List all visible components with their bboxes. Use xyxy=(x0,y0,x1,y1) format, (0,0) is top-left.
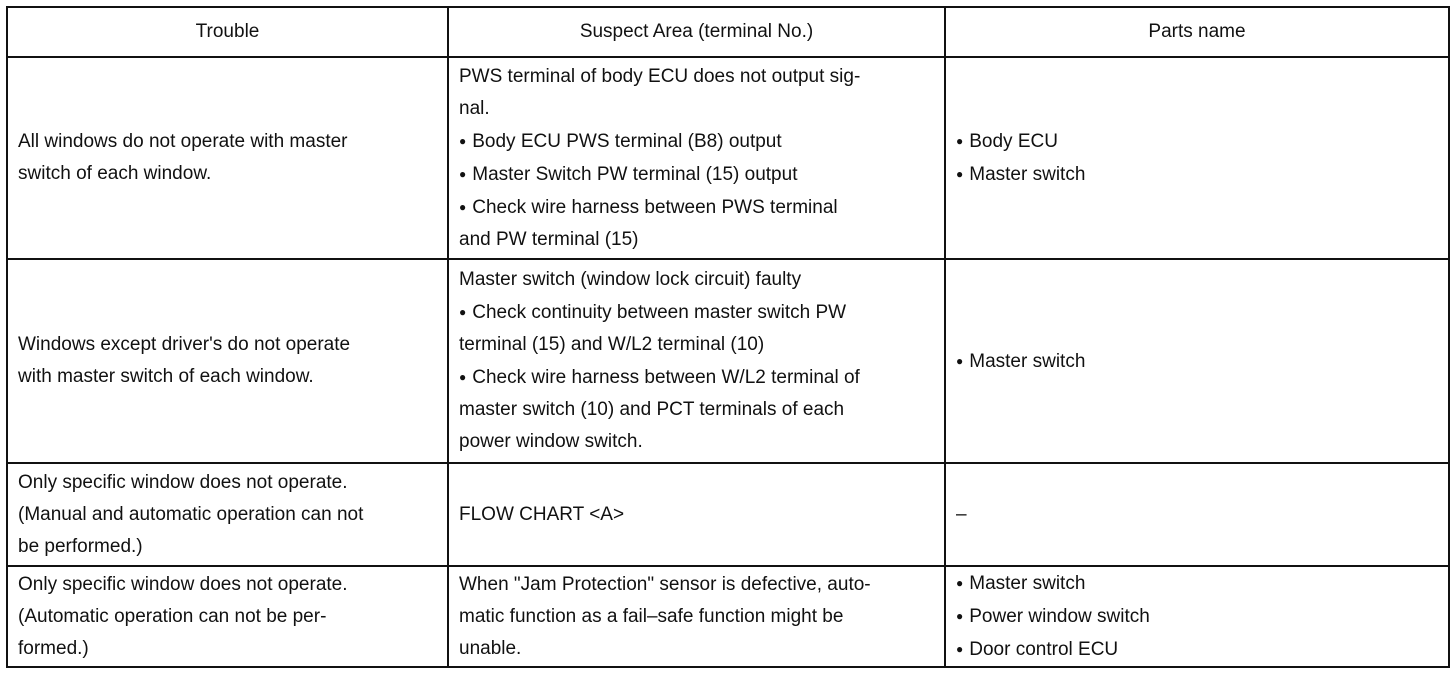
trouble-text: (Automatic operation can not be per- xyxy=(18,605,327,627)
suspect-item-continued: power window switch. xyxy=(459,431,643,452)
table-row xyxy=(7,463,1449,566)
table-row xyxy=(7,566,1449,667)
parts-cell xyxy=(945,259,1449,463)
trouble-text: Only specific window does not operate. xyxy=(18,573,348,595)
part-item: ● Power window switch xyxy=(956,600,1438,633)
suspect-text: matic function as a fail–safe function might be xyxy=(459,605,844,627)
suspect-item: ● Check wire harness between W/L2 terminal of xyxy=(459,361,934,394)
part-item: ● Master switch xyxy=(956,345,1438,378)
suspect-item: ● Master Switch PW terminal (15) output xyxy=(459,158,934,191)
suspect-area-cell xyxy=(448,566,945,667)
parts-cell xyxy=(945,463,1449,566)
part-item: ● Master switch xyxy=(956,158,1438,191)
suspect-area-cell xyxy=(448,259,945,463)
suspect-text: PWS terminal of body ECU does not output sig- xyxy=(459,65,861,87)
suspect-area-cell xyxy=(448,57,945,259)
suspect-text: Master switch (window lock circuit) faulty xyxy=(459,269,802,290)
suspect-item-continued: and PW terminal (15) xyxy=(459,228,639,250)
trouble-cell xyxy=(7,57,448,259)
header-parts-name: Parts name xyxy=(945,7,1449,57)
parts-cell xyxy=(945,566,1449,667)
part-none-dash: – xyxy=(956,503,967,525)
trouble-text: be performed.) xyxy=(18,535,143,557)
part-item: ● Door control ECU xyxy=(956,633,1438,666)
suspect-item: ● Check continuity between master switch PW xyxy=(459,296,934,329)
header-row xyxy=(7,7,1449,57)
trouble-cell xyxy=(7,259,448,463)
part-item: ● Body ECU xyxy=(956,125,1438,158)
trouble-text: with master switch of each window. xyxy=(18,366,314,387)
header-trouble: Trouble xyxy=(7,7,448,57)
suspect-text: unable. xyxy=(459,637,522,659)
flow-chart-reference: FLOW CHART <A> xyxy=(459,503,625,525)
trouble-text: Windows except driver's do not operate xyxy=(18,334,351,355)
trouble-text: (Manual and automatic operation can not xyxy=(18,503,364,525)
suspect-item-continued: master switch (10) and PCT terminals of each xyxy=(459,399,845,420)
parts-cell xyxy=(945,57,1449,259)
suspect-item: ● Check wire harness between PWS terminal xyxy=(459,191,934,224)
suspect-item: ● Body ECU PWS terminal (B8) output xyxy=(459,125,934,158)
part-item: ● Master switch xyxy=(956,567,1438,600)
trouble-text: formed.) xyxy=(18,637,89,659)
trouble-text: switch of each window. xyxy=(18,163,212,184)
trouble-cell xyxy=(7,566,448,667)
trouble-text: All windows do not operate with master xyxy=(18,131,348,152)
suspect-text: nal. xyxy=(459,97,490,119)
header-suspect-area: Suspect Area (terminal No.) xyxy=(448,7,945,57)
trouble-table xyxy=(6,6,1450,668)
trouble-text: Only specific window does not operate. xyxy=(18,471,348,493)
table-row xyxy=(7,57,1449,259)
table-row xyxy=(7,259,1449,463)
trouble-cell xyxy=(7,463,448,566)
suspect-text: When "Jam Protection" sensor is defective, auto- xyxy=(459,573,871,595)
suspect-item-continued: terminal (15) and W/L2 terminal (10) xyxy=(459,334,765,355)
suspect-area-cell xyxy=(448,463,945,566)
